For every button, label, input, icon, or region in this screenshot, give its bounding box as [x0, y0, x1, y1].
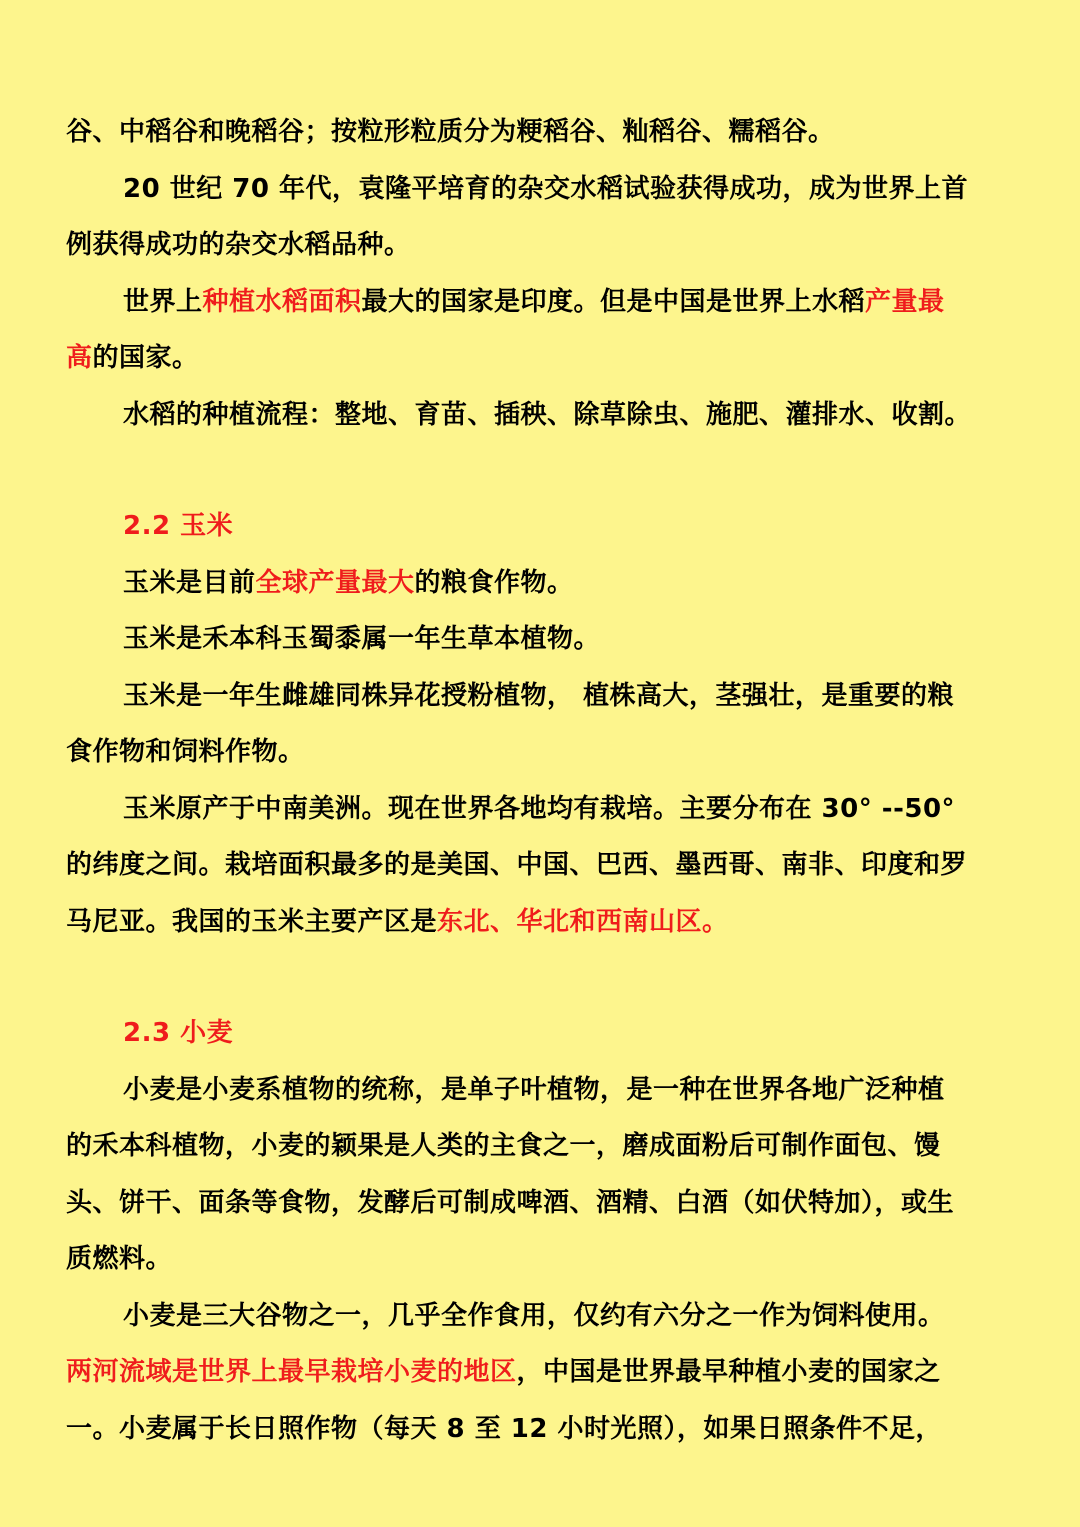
highlight-text: 产量最	[865, 286, 945, 317]
wheat-usage-line-2	[66, 1344, 1018, 1401]
wheat-definition-line-2: 的禾本科植物，小麦的颖果是人类的主食之一，磨成面粉后可制作面包、馒	[66, 1131, 941, 1161]
corn-classification-line: 玉米是禾本科玉蜀黍属一年生草本植物。	[123, 624, 601, 654]
section-heading-corn: 2.2 玉米	[123, 511, 234, 541]
text-segment: 马尼亚。我国的玉米主要产区是	[66, 906, 438, 937]
highlight-text: 东北、华北和西南山区。	[437, 906, 729, 937]
rice-classification-line: 谷、中稻谷和晚稻谷；按粒形粒质分为粳稻谷、籼稻谷、糯稻谷。	[66, 117, 835, 147]
wheat-usage-line-1: 小麦是三大谷物之一，几乎全作食用，仅约有六分之一作为饲料使用。	[123, 1300, 945, 1331]
wheat-definition-line-4: 质燃料。	[66, 1244, 173, 1274]
text-segment: 最大的国家是印度。但是中国是世界上水稻	[361, 286, 866, 317]
highlight-text: 两河流域是世界上最早栽培小麦的地区	[66, 1357, 517, 1387]
text-segment: 的国家。	[92, 343, 199, 373]
highlight-text: 种植水稻面积	[202, 286, 362, 317]
corn-origin-line-3	[66, 894, 1018, 951]
text-segment: 的粮食作物。	[414, 567, 574, 598]
rice-area-line-2	[66, 330, 1018, 387]
text-segment: 玉米是目前	[123, 567, 256, 598]
corn-origin-line-1: 玉米原产于中南美洲。现在世界各地均有栽培。主要分布在 30° --50°	[123, 793, 956, 824]
corn-plant-line-2: 食作物和饲料作物。	[66, 737, 305, 767]
wheat-definition-line-3: 头、饼干、面条等食物，发酵后可制成啤酒、酒精、白酒（如伏特加），或生	[66, 1187, 955, 1218]
corn-production-line	[66, 555, 1018, 612]
corn-plant-line-1: 玉米是一年生雌雄同株异花授粉植物， 植株高大，茎强壮，是重要的粮	[123, 680, 955, 711]
rice-area-line-1	[66, 274, 1018, 331]
corn-origin-line-2: 的纬度之间。栽培面积最多的是美国、中国、巴西、墨西哥、南非、印度和罗	[66, 850, 968, 880]
wheat-usage-line-3: 一。小麦属于长日照作物（每天 8 至 12 小时光照），如果日照条件不足，	[66, 1413, 942, 1444]
highlight-text: 全球产量最大	[255, 567, 415, 598]
rice-process-line: 水稻的种植流程：整地、育苗、插秧、除草除虫、施肥、灌排水、收割。	[123, 399, 972, 430]
highlight-text: 高	[66, 343, 93, 373]
rice-hybrid-line-2: 例获得成功的杂交水稻品种。	[66, 230, 411, 260]
rice-hybrid-line-1: 20 世纪 70 年代，袁隆平培育的杂交水稻试验获得成功，成为世界上首	[123, 173, 969, 204]
text-segment: 世界上	[123, 286, 203, 317]
wheat-definition-line-1: 小麦是小麦系植物的统称，是单子叶植物，是一种在世界各地广泛种植	[123, 1074, 945, 1105]
text-segment: ，中国是世界最早种植小麦的国家之	[516, 1357, 941, 1387]
section-heading-wheat: 2.3 小麦	[123, 1018, 234, 1048]
